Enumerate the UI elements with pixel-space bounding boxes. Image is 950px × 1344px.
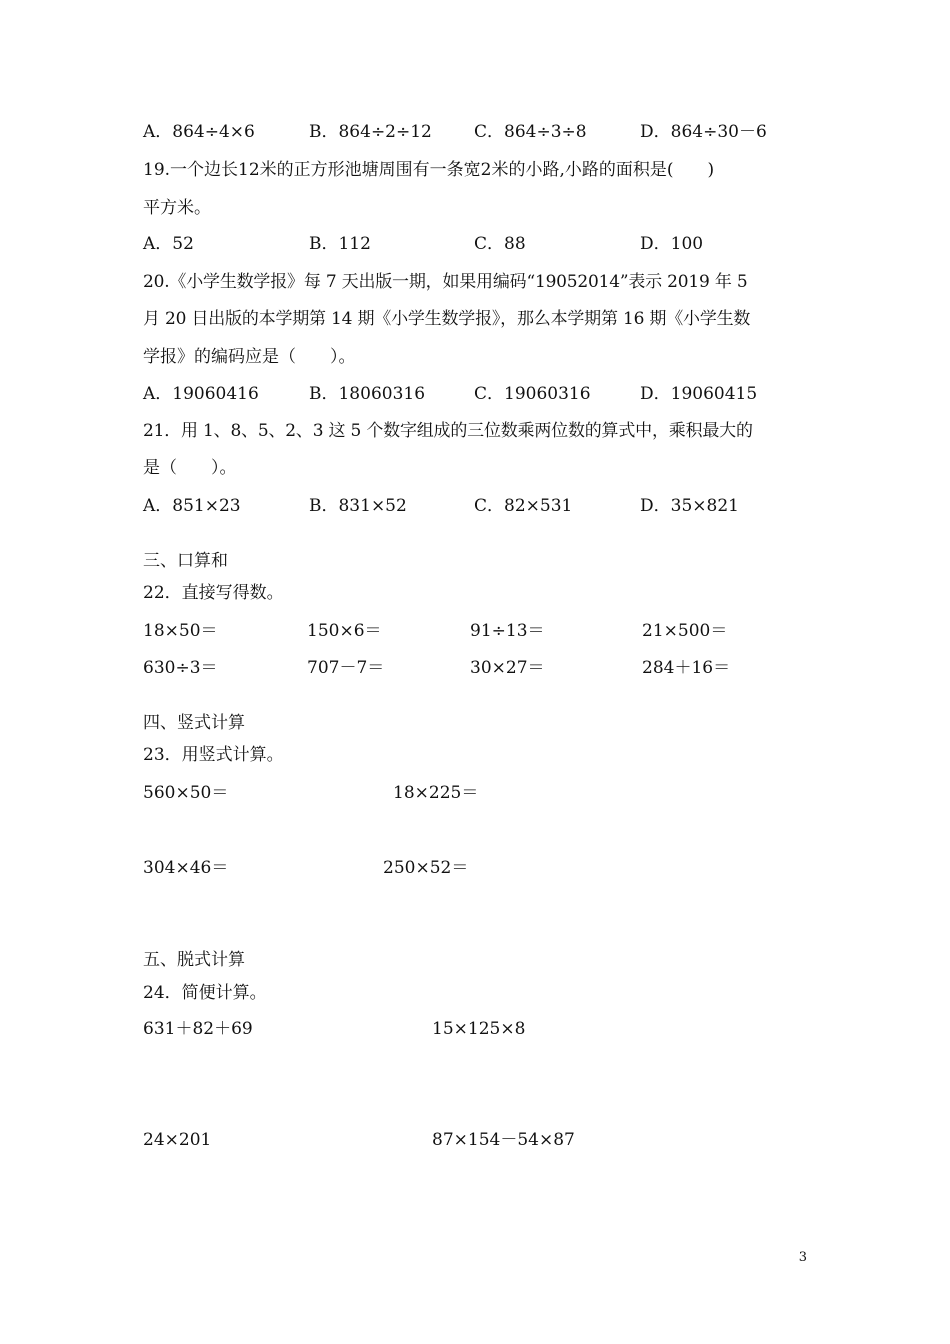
q20-option-b: B．18060316 [309,384,426,404]
q24-item: 15×125×8 [432,1019,526,1039]
q24-item: 631＋82＋69 [143,1019,253,1039]
q23-item: 560×50＝ [143,783,229,803]
q23-item: 18×225＝ [393,783,479,803]
q20-text-line3: 学报》的编码应是（ ）。 [143,347,356,367]
q20-option-a: A．19060416 [143,384,259,404]
q23-text: 23．用竖式计算。 [143,745,284,765]
q23-item: 304×46＝ [143,858,229,878]
q22-item: 150×6＝ [307,621,382,641]
section4-title: 四、竖式计算 [143,713,245,733]
q22-item: 30×27＝ [470,658,545,678]
q19-option-d: D．100 [640,234,704,254]
q19-text-line1: 19.一个边长12米的正方形池塘周围有一条宽2米的小路,小路的面积是( ) [143,160,715,180]
q19-option-a: A．52 [143,234,194,254]
q21-option-a: A．851×23 [143,496,241,516]
q20-text-line1: 20.《小学生数学报》每 7 天出版一期，如果用编码“19052014”表示 2019 年 5 [143,272,748,292]
q19-text-line2: 平方米。 [143,198,211,218]
section3-title: 三、口算和 [143,551,228,571]
q24-item: 87×154－54×87 [432,1130,575,1150]
q21-option-b: B．831×52 [309,496,407,516]
q20-option-d: D．19060415 [640,384,758,404]
q18-option-a: A．864÷4×6 [143,122,255,142]
q24-item: 24×201 [143,1130,212,1150]
q22-item: 18×50＝ [143,621,218,641]
q20-option-c: C．19060316 [474,384,591,404]
q22-item: 284＋16＝ [642,658,731,678]
q22-item: 630÷3＝ [143,658,218,678]
q24-text: 24．简便计算。 [143,983,267,1003]
page-number: 3 [798,1250,807,1265]
q22-item: 91÷13＝ [470,621,545,641]
q21-option-c: C．82×531 [474,496,573,516]
q22-text: 22．直接写得数。 [143,583,284,603]
q20-text-line2: 月 20 日出版的本学期第 14 期《小学生数学报》，那么本学期第 16 期《小学生数 [143,309,751,329]
q19-option-b: B．112 [309,234,371,254]
q21-text-line2: 是（ ）。 [143,458,237,478]
q21-option-d: D．35×821 [640,496,739,516]
q18-option-b: B．864÷2÷12 [309,122,432,142]
q23-item: 250×52＝ [383,858,469,878]
q19-option-c: C．88 [474,234,526,254]
q22-item: 707－7＝ [307,658,385,678]
q18-option-d: D．864÷30－6 [640,122,767,142]
q21-text-line1: 21．用 1、8、5、2、3 这 5 个数字组成的三位数乘两位数的算式中，乘积最大的 [143,421,753,441]
q18-option-c: C．864÷3÷8 [474,122,587,142]
q22-item: 21×500＝ [642,621,728,641]
section5-title: 五、脱式计算 [143,950,245,970]
